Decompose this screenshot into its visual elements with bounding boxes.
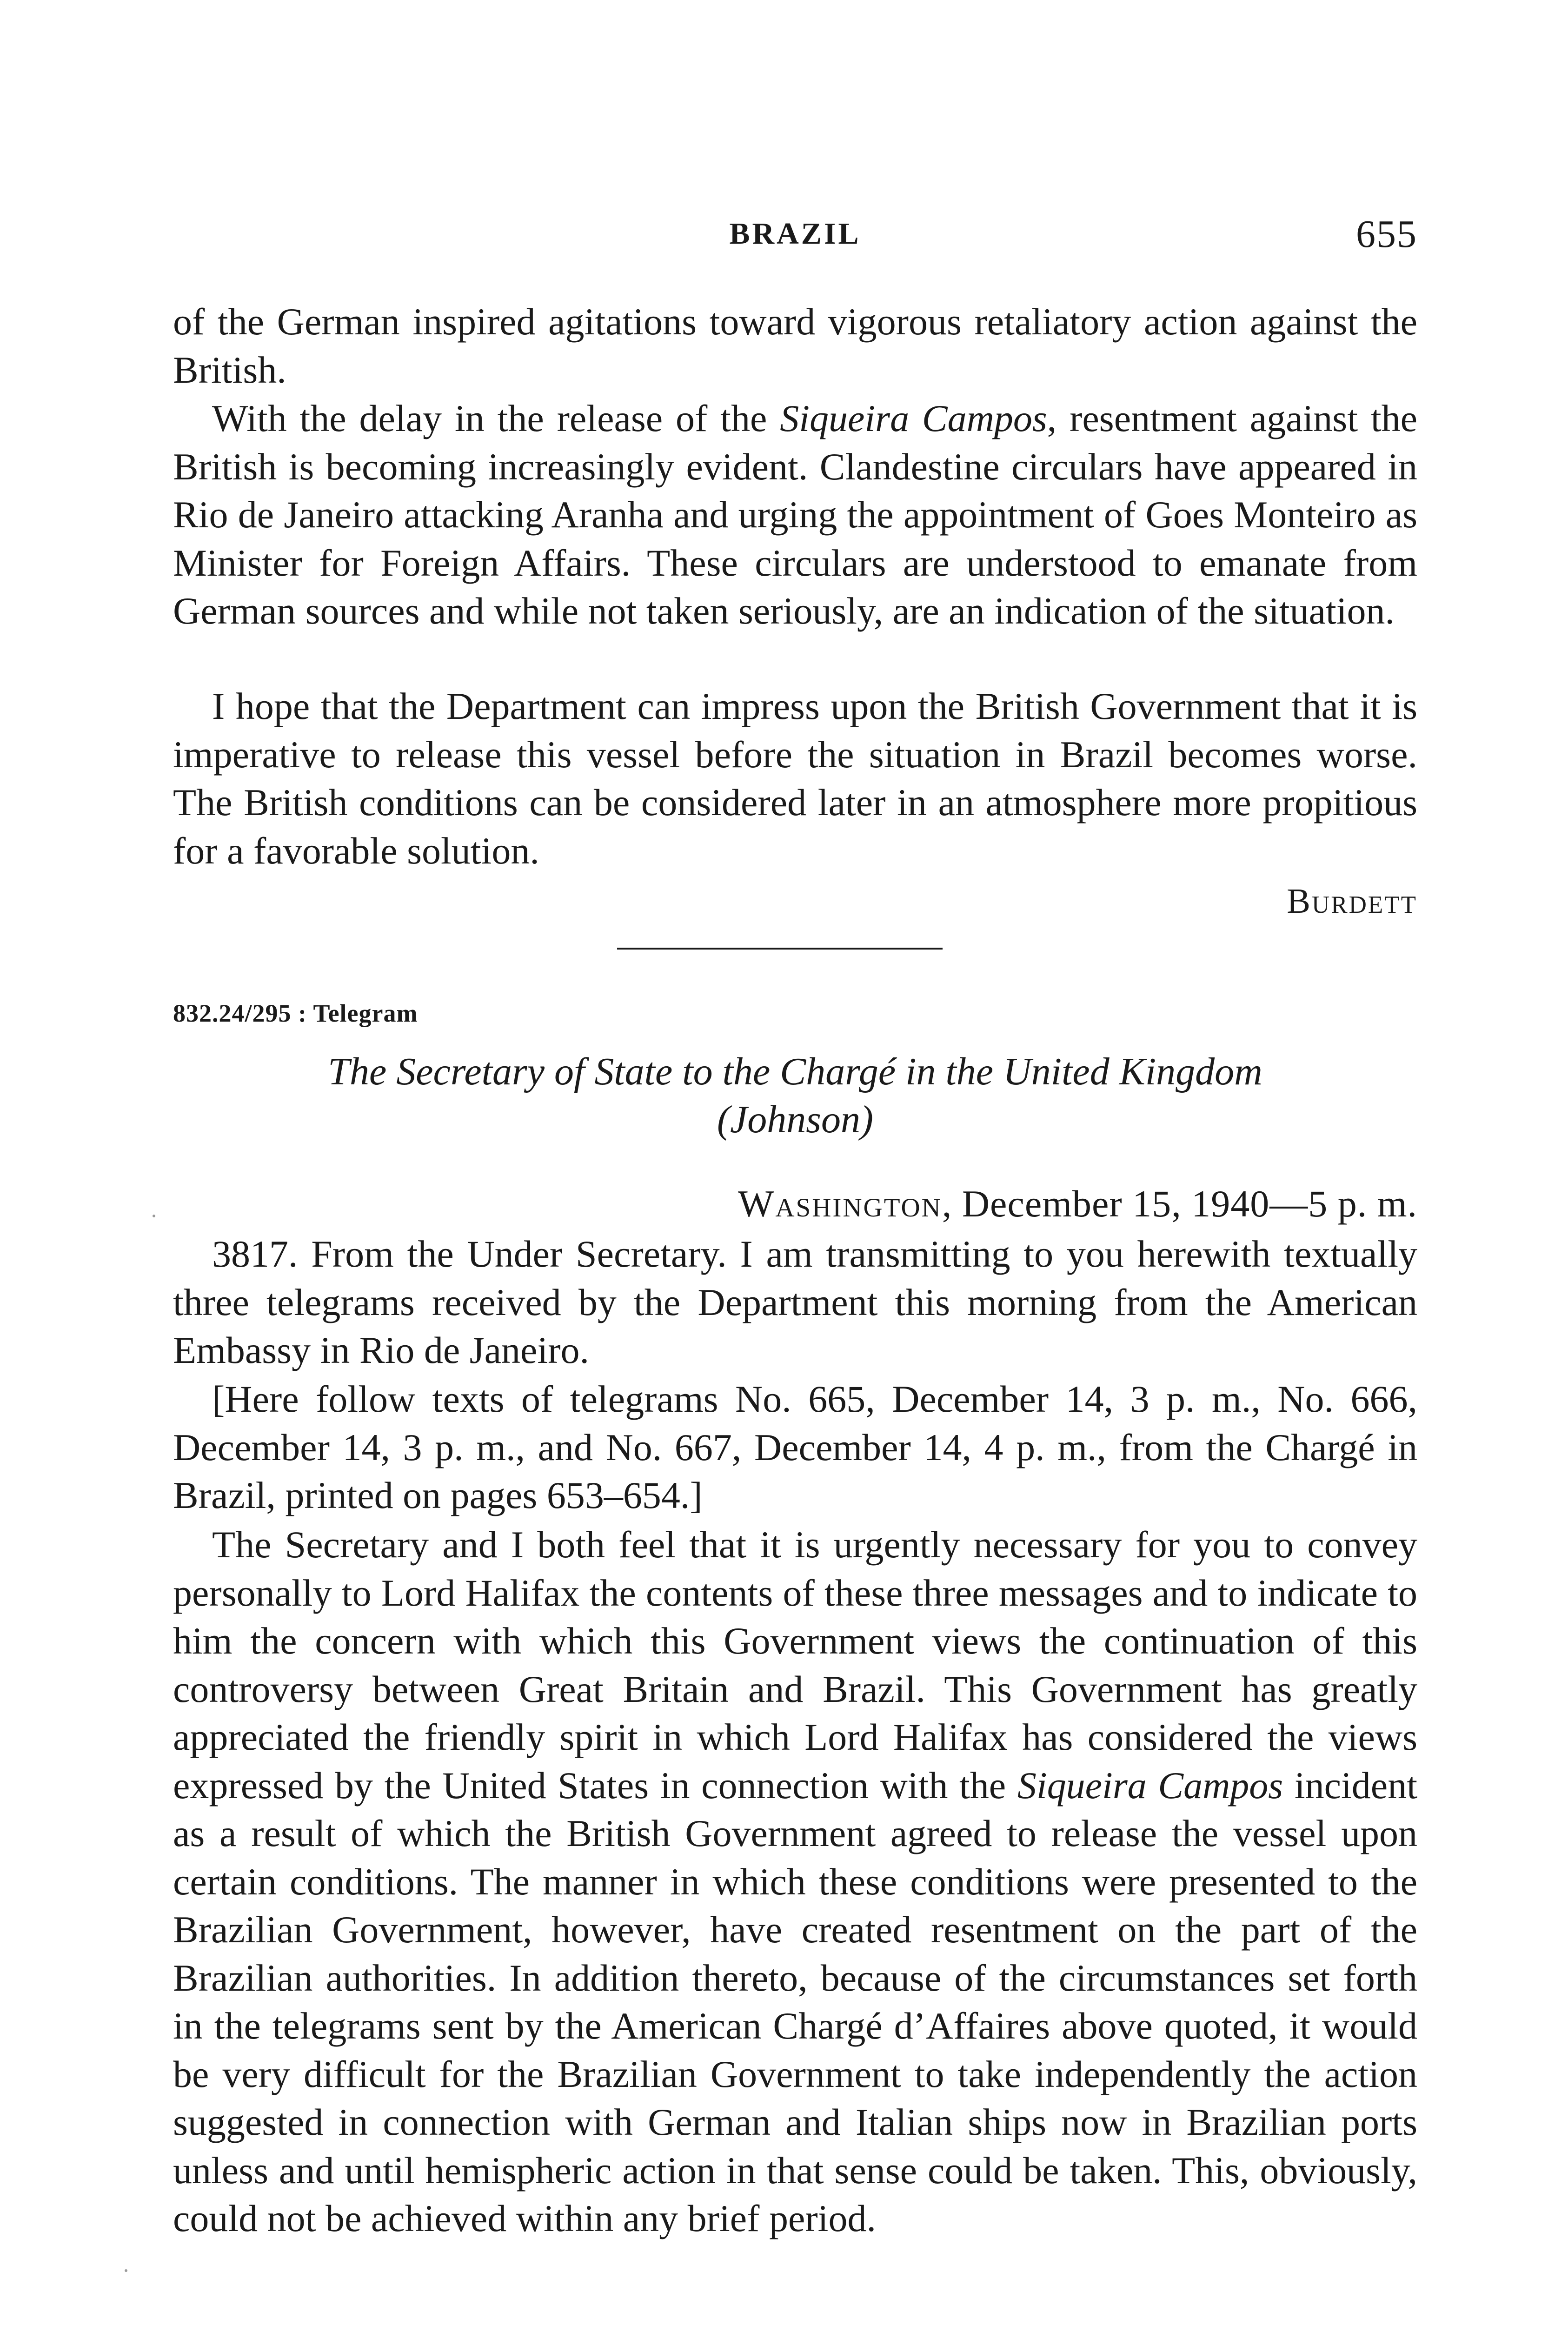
paragraph-continuation: of the German inspired agitations toward vigorous retaliatory action against the British. bbox=[173, 300, 1417, 391]
paragraph-text: , resentment against the British is becoming increasingly evident. Clandestine circulars have appeared in Rio de Janeiro attacking Aranha and urging the appointment of Goes Monteiro as Minister for Foreign Affairs. These circulars are understood to emanate from German sources and while not taken seriously, are an indication of the situation. bbox=[173, 397, 1417, 632]
margin-mark bbox=[125, 2269, 127, 2272]
running-head bbox=[173, 212, 1417, 263]
document-page bbox=[173, 0, 1417, 2325]
paragraph-text: With the delay in the release of the bbox=[212, 397, 780, 439]
paragraph-text: The Secretary and I both feel that it is urgently necessary for you to convey personally to Lord Halifax the contents of these three messages and to indicate to him the concern with which this Government views the continuation of this controversy between Great Britain and Brazil. This Government has greatly appreciated the friendly spirit in which Lord Halifax has considered the views expressed by the United States in connection with the bbox=[173, 1523, 1417, 1807]
file-reference: 832.24/295 : Telegram bbox=[173, 999, 418, 1027]
paragraph-siqueira-resentment bbox=[173, 394, 1417, 635]
signature bbox=[1287, 881, 1417, 922]
dateline bbox=[738, 1182, 1417, 1226]
section-divider bbox=[617, 948, 943, 950]
ship-name: Siqueira Campos bbox=[1017, 1764, 1283, 1807]
running-title: BRAZIL bbox=[729, 217, 861, 251]
paragraph-halifax-concern bbox=[173, 1521, 1417, 2243]
ship-name: Siqueira Campos bbox=[780, 397, 1047, 439]
dateline-date: , December 15, 1940—5 p. m. bbox=[942, 1182, 1417, 1225]
paragraph-text: incident as a result of which the British Government agreed to release the vessel upon certain conditions. The manner in which these conditions were presented to the Brazilian Government, however, have created resentment on the part of the Brazilian authorities. In addition thereto, because of the circumstances set forth in the telegrams sent by the American Chargé d’Affaires above quoted, it would be very difficult for the Brazilian Government to take independently the action suggested in connection with German and Italian ships now in Brazilian ports unless and until hemispheric action in that sense could be taken. This, obviously, could not be achieved within any brief period. bbox=[173, 1764, 1417, 2239]
signature-name: Burdett bbox=[1287, 882, 1417, 921]
page-number: 655 bbox=[1356, 213, 1417, 256]
document-heading-line-2: (Johnson) bbox=[717, 1098, 873, 1141]
paragraph-department-request: I hope that the Department can impress upon the British Government that it is imperative to release this vessel before the situation in Brazil becomes worse. The British conditions can be considered later in an atmosphere more propitious for a favorable solution. bbox=[173, 685, 1417, 872]
document-heading-line-1: The Secretary of State to the Chargé in the United Kingdom bbox=[328, 1050, 1262, 1093]
dateline-place: Washington bbox=[737, 1182, 942, 1225]
paragraph-editorial-note: [Here follow texts of telegrams No. 665, December 14, 3 p. m., No. 666, December 14, 3 p. m., and No. 667, December 14, 4 p. m., from the Chargé in Brazil, printed on pages 653–654.] bbox=[173, 1378, 1417, 1516]
margin-mark bbox=[153, 1215, 155, 1217]
paragraph-transmittal: 3817. From the Under Secretary. I am transmitting to you herewith textually three telegrams received by the Department this morning from the American Embassy in Rio de Janeiro. bbox=[173, 1233, 1417, 1371]
